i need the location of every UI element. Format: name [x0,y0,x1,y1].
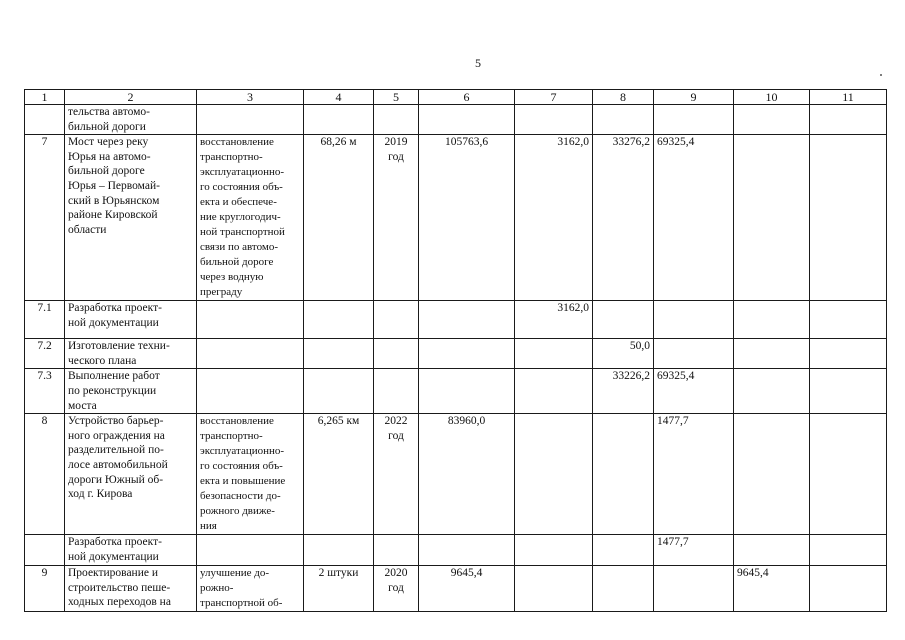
work-name-line: ский в Юрьянском [68,194,160,207]
cost-col11-cell [810,301,887,339]
capacity-cell: 68,26 м [304,135,374,301]
cost-col9-cell [654,566,734,612]
cost-col11-cell [810,535,887,566]
total-cost-cell: 83960,0 [419,414,515,535]
cost-col11-cell [810,369,887,414]
work-name-line: Изготовление техни- [68,340,170,353]
header-row [25,90,887,105]
capacity-cell [304,535,374,566]
work-name-line: Юрья – Первомай- [68,179,160,192]
purpose-line: эксплуатационно- [200,166,285,179]
row-number-cell [25,105,65,135]
cost-col8-cell: 50,0 [593,339,654,369]
table-row [25,339,887,369]
row-number-cell: 9 [25,566,65,612]
cost-col9-cell: 1477,7 [654,414,734,535]
cost-col7-cell [515,414,593,535]
scan-speck [880,74,882,76]
work-name-cell [65,339,197,369]
cost-col8-cell [593,535,654,566]
row-number-cell: 7.1 [25,301,65,339]
year-cell [374,369,419,414]
cost-col8-cell [593,566,654,612]
work-name-line: по реконструкции [68,384,157,397]
cost-col9-cell [654,339,734,369]
table-row [25,566,887,612]
purpose-line: ния [200,520,217,533]
header-cell-10: 10 [734,90,810,105]
work-name-cell [65,301,197,339]
cost-col11-cell [810,135,887,301]
row-number-cell: 7.3 [25,369,65,414]
work-name-line: бильной дороги [68,120,146,133]
work-name-cell [65,566,197,612]
purpose-line: связи по автомо- [200,241,278,254]
total-cost-cell [419,339,515,369]
header-cell-4: 4 [304,90,374,105]
purpose-cell [197,535,304,566]
work-name-line: Разработка проект- [68,302,162,315]
cost-col10-cell [734,105,810,135]
table-row [25,414,887,535]
cost-col10-cell [734,535,810,566]
works-table [24,89,887,612]
header-cell-3: 3 [197,90,304,105]
cost-col11-cell [810,105,887,135]
cost-col7-cell [515,369,593,414]
year-cell [374,105,419,135]
purpose-line: го состояния объ- [200,181,283,194]
cost-col7-cell [515,566,593,612]
total-cost-cell [419,105,515,135]
purpose-cell [197,301,304,339]
capacity-cell: 6,265 км [304,414,374,535]
cost-col9-cell: 1477,7 [654,535,734,566]
year-line: 2020 [384,567,408,580]
capacity-cell [304,339,374,369]
year-cell [374,566,419,612]
work-name-line: Юрья на автомо- [68,150,151,163]
work-name-line: ного ограждения на [68,429,165,442]
total-cost-cell: 105763,6 [419,135,515,301]
purpose-line: безопасности до- [200,490,281,503]
purpose-line: улучшение до- [200,567,270,580]
header-cell-2: 2 [65,90,197,105]
header-cell-1: 1 [25,90,65,105]
purpose-line: бильной дороге [200,256,274,269]
cost-col9-cell: 69325,4 [654,369,734,414]
cost-col7-cell [515,535,593,566]
row-number-cell: 8 [25,414,65,535]
purpose-line: транспортной об- [200,597,283,610]
total-cost-cell [419,301,515,339]
cost-col7-cell: 3162,0 [515,301,593,339]
purpose-line: транспортно- [200,151,263,164]
table-row [25,301,887,339]
work-name-line: Выполнение работ [68,370,160,383]
work-name-line: бильной дороге [68,165,145,178]
work-name-line: лосе автомобильной [68,458,168,471]
header-cell-8: 8 [593,90,654,105]
cost-col7-cell: 3162,0 [515,135,593,301]
cost-col10-cell: 9645,4 [734,566,810,612]
header-cell-11: 11 [810,90,887,105]
capacity-cell [304,369,374,414]
cost-col11-cell [810,339,887,369]
total-cost-cell [419,369,515,414]
work-name-line: Проектирование и [68,567,158,580]
year-cell [374,535,419,566]
row-number-cell [25,535,65,566]
purpose-line: восстановление [200,136,274,149]
purpose-line: екта и повышение [200,475,286,488]
purpose-line: рожно- [200,582,234,595]
purpose-line: ной транспортной [200,226,285,239]
header-cell-6: 6 [419,90,515,105]
cost-col8-cell [593,105,654,135]
purpose-line: через водную [200,271,264,284]
year-cell [374,339,419,369]
year-line: год [388,150,404,163]
cost-col10-cell [734,339,810,369]
purpose-cell [197,566,304,612]
cost-col9-cell [654,301,734,339]
cost-col10-cell [734,135,810,301]
year-cell [374,135,419,301]
work-name-line: области [68,223,107,236]
cost-col7-cell [515,339,593,369]
table-row [25,369,887,414]
work-name-line: моста [68,399,97,412]
cost-col10-cell [734,369,810,414]
purpose-cell [197,369,304,414]
row-number-cell: 7 [25,135,65,301]
year-line: год [388,429,404,442]
purpose-line: го состояния объ- [200,460,283,473]
work-name-line: Устройство барьер- [68,415,164,428]
work-name-line: ной документации [68,550,159,563]
work-name-line: тельства автомо- [68,106,151,118]
purpose-line: ние круглогодич- [200,211,281,224]
capacity-cell: 2 штуки [304,566,374,612]
cost-col11-cell [810,414,887,535]
work-name-cell [65,135,197,301]
work-name-line: ходных переходов на [68,596,171,609]
header-cell-5: 5 [374,90,419,105]
work-name-line: районе Кировской [68,209,158,222]
work-name-cell [65,105,197,135]
work-name-line: дороги Южный об- [68,473,164,486]
purpose-line: восстановление [200,415,274,428]
year-line: 2019 [384,136,408,149]
work-name-line: ческого плана [68,354,137,367]
purpose-line: екта и обеспече- [200,196,277,209]
purpose-line: рожного движе- [200,505,275,518]
cost-col7-cell [515,105,593,135]
purpose-cell [197,339,304,369]
cost-col10-cell [734,301,810,339]
cost-col8-cell [593,301,654,339]
cost-col8-cell: 33226,2 [593,369,654,414]
work-name-line: Разработка проект- [68,536,162,549]
work-name-line: Мост через реку [68,136,149,149]
year-line: год [388,581,404,594]
table-body [25,90,887,612]
cost-col8-cell [593,414,654,535]
header-cell-9: 9 [654,90,734,105]
table-row [25,135,887,301]
capacity-cell [304,105,374,135]
page-number: 5 [475,56,481,70]
work-name-cell [65,414,197,535]
work-name-cell [65,369,197,414]
cost-col10-cell [734,414,810,535]
work-name-cell [65,535,197,566]
purpose-line: преграду [200,286,243,299]
purpose-cell [197,135,304,301]
year-line: 2022 [384,415,408,428]
year-cell [374,301,419,339]
cost-col8-cell: 33276,2 [593,135,654,301]
work-name-line: строительство пеше- [68,581,171,594]
header-cell-7: 7 [515,90,593,105]
total-cost-cell: 9645,4 [419,566,515,612]
cost-col9-cell [654,105,734,135]
row-number-cell: 7.2 [25,339,65,369]
purpose-line: эксплуатационно- [200,445,285,458]
year-cell [374,414,419,535]
table-row [25,535,887,566]
capacity-cell [304,301,374,339]
cost-col9-cell: 69325,4 [654,135,734,301]
purpose-cell [197,105,304,135]
work-name-line: ной документации [68,316,159,329]
work-name-line: ход г. Кирова [68,488,133,501]
purpose-line: транспортно- [200,430,263,443]
purpose-cell [197,414,304,535]
work-name-line: разделительной по- [68,444,164,457]
cost-col11-cell [810,566,887,612]
total-cost-cell [419,535,515,566]
table-row [25,105,887,135]
